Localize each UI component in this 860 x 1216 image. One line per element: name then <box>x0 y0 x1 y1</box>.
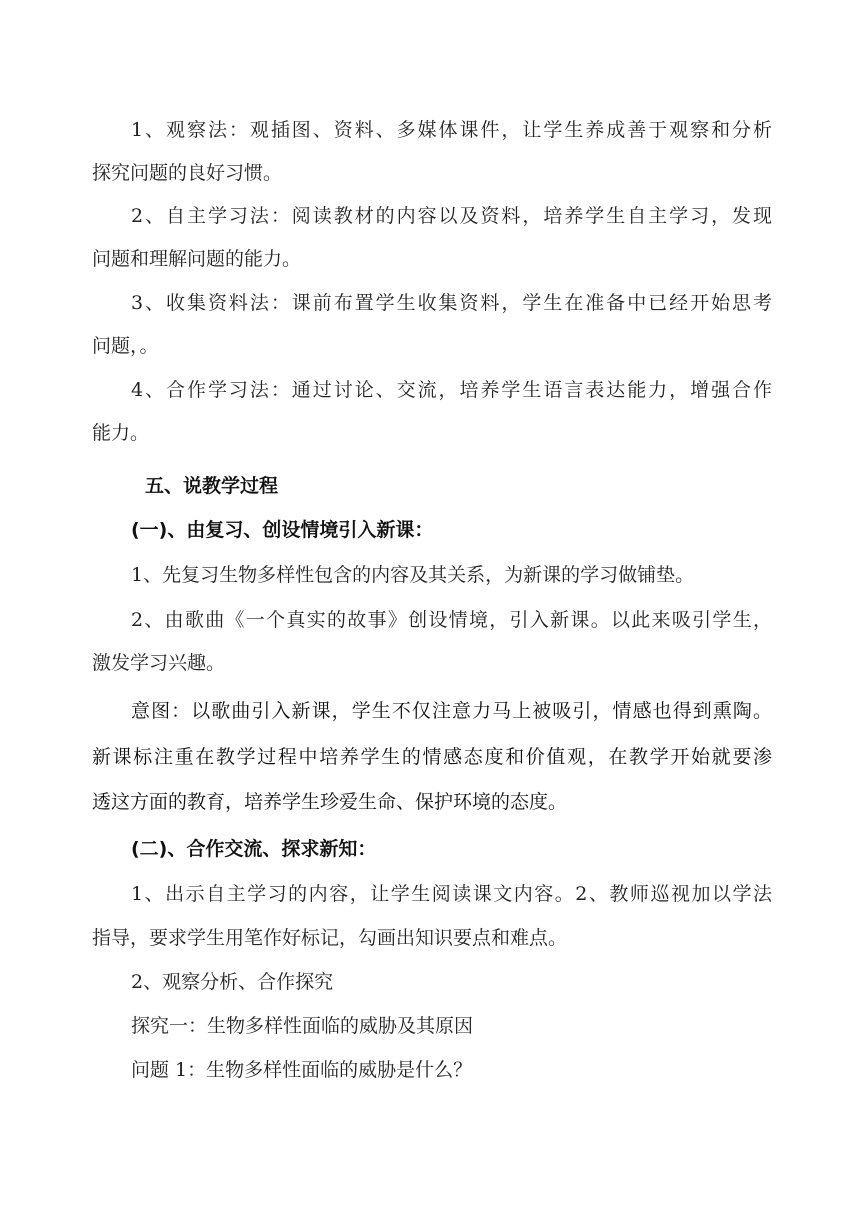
subsection-heading: (二)、合作交流、探求新知： <box>131 838 377 860</box>
paragraph-line: 问题 1：生物多样性面临的威胁是什么？ <box>131 1059 473 1081</box>
paragraph-line: 探究问题的良好习惯。 <box>92 162 283 184</box>
paragraph-line: 探究一：生物多样性面临的威胁及其原因 <box>131 1015 474 1037</box>
paragraph-line: 激发学习兴趣。 <box>92 652 226 674</box>
paragraph-line: 指导，要求学生用笔作好标记，勾画出知识要点和难点。 <box>92 927 568 949</box>
paragraph-line: 2、观察分析、合作探究 <box>131 971 334 993</box>
paragraph-line: 2、由歌曲《一个真实的故事》创设情境，引入新课。以此来吸引学生， <box>131 609 772 631</box>
subsection-heading: (一)、由复习、创设情境引入新课： <box>131 519 434 541</box>
paragraph-line: 问题和理解问题的能力。 <box>92 248 302 270</box>
paragraph-line: 1、先复习生物多样性包含的内容及其关系，为新课的学习做铺垫。 <box>131 564 695 586</box>
intent-line: 新课标注重在教学过程中培养学生的情感态度和价值观，在教学开始就要渗 <box>92 746 772 768</box>
paragraph-line: 问题，。 <box>92 335 159 357</box>
paragraph-line: 3、收集资料法：课前布置学生收集资料，学生在准备中已经开始思考 <box>131 292 772 314</box>
paragraph-line: 1、出示自主学习的内容，让学生阅读课文内容。2、教师巡视加以学法 <box>131 883 772 905</box>
intent-line: 意图：以歌曲引入新课，学生不仅注意力马上被吸引，情感也得到熏陶。 <box>131 700 772 722</box>
intent-line: 透这方面的教育，培养学生珍爱生命、保护环境的态度。 <box>92 791 568 813</box>
section-heading: 五、说教学过程 <box>145 475 279 497</box>
paragraph-line: 能力。 <box>92 422 150 444</box>
paragraph-line: 2、自主学习法：阅读教材的内容以及资料，培养学生自主学习，发现 <box>131 205 772 227</box>
paragraph-line: 4、合作学习法：通过讨论、交流，培养学生语言表达能力，增强合作 <box>131 379 772 401</box>
paragraph-line: 1、观察法：观插图、资料、多媒体课件，让学生养成善于观察和分析 <box>131 119 772 141</box>
